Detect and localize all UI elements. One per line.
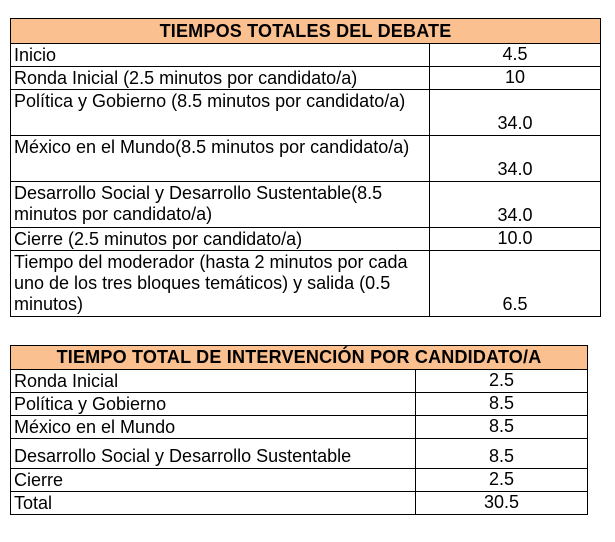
concepto-cell: Inicio — [11, 44, 430, 67]
table-row — [11, 469, 588, 492]
tiempo-cell: 6.5 — [430, 251, 601, 317]
tiempo-cell: 8.5 — [416, 393, 588, 416]
tiempo-cell: 2.5 — [416, 370, 588, 393]
tiempo-cell: 30.5 — [416, 492, 588, 515]
table-header-row — [11, 19, 601, 44]
table-row — [11, 182, 601, 228]
tiempo-cell: 4.5 — [430, 44, 601, 67]
table-row — [11, 439, 588, 469]
concepto-cell: Tiempo del moderador (hasta 2 minutos por cada uno de los tres bloques temáticos) y salida (0.5 minutos) — [11, 251, 430, 317]
concepto-cell: Desarrollo Social y Desarrollo Sustentable — [11, 439, 416, 469]
concepto-cell: México en el Mundo — [11, 416, 416, 439]
tiempo-cell: 10 — [430, 67, 601, 90]
tabla-intervencion-candidato — [10, 345, 588, 515]
concepto-cell: Total — [11, 492, 416, 515]
table-row — [11, 492, 588, 515]
concepto-cell: Ronda Inicial — [11, 370, 416, 393]
tiempo-cell: 8.5 — [416, 416, 588, 439]
tabla-candidato-titulo: TIEMPO TOTAL DE INTERVENCIÓN POR CANDIDATO/A — [11, 346, 588, 370]
table-row — [11, 370, 588, 393]
table-row — [11, 393, 588, 416]
tabla-debate-titulo: TIEMPOS TOTALES DEL DEBATE — [11, 19, 601, 44]
table-row — [11, 90, 601, 136]
table-row — [11, 67, 601, 90]
table-row — [11, 251, 601, 317]
tiempo-cell: 10.0 — [430, 228, 601, 251]
concepto-cell: México en el Mundo(8.5 minutos por candidato/a) — [11, 136, 430, 182]
tiempo-cell: 8.5 — [416, 439, 588, 469]
concepto-cell: Ronda Inicial (2.5 minutos por candidato/a) — [11, 67, 430, 90]
concepto-cell: Cierre (2.5 minutos por candidato/a) — [11, 228, 430, 251]
table-row — [11, 44, 601, 67]
tiempo-cell: 34.0 — [430, 136, 601, 182]
tiempo-cell: 34.0 — [430, 182, 601, 228]
table-header-row — [11, 346, 588, 370]
tiempo-cell: 2.5 — [416, 469, 588, 492]
table-row — [11, 228, 601, 251]
table-row — [11, 136, 601, 182]
concepto-cell: Cierre — [11, 469, 416, 492]
tabla-tiempos-totales-debate — [10, 18, 601, 317]
concepto-cell: Desarrollo Social y Desarrollo Sustentable(8.5 minutos por candidato/a) — [11, 182, 430, 228]
table-row — [11, 416, 588, 439]
concepto-cell: Política y Gobierno — [11, 393, 416, 416]
tiempo-cell: 34.0 — [430, 90, 601, 136]
concepto-cell: Política y Gobierno (8.5 minutos por candidato/a) — [11, 90, 430, 136]
